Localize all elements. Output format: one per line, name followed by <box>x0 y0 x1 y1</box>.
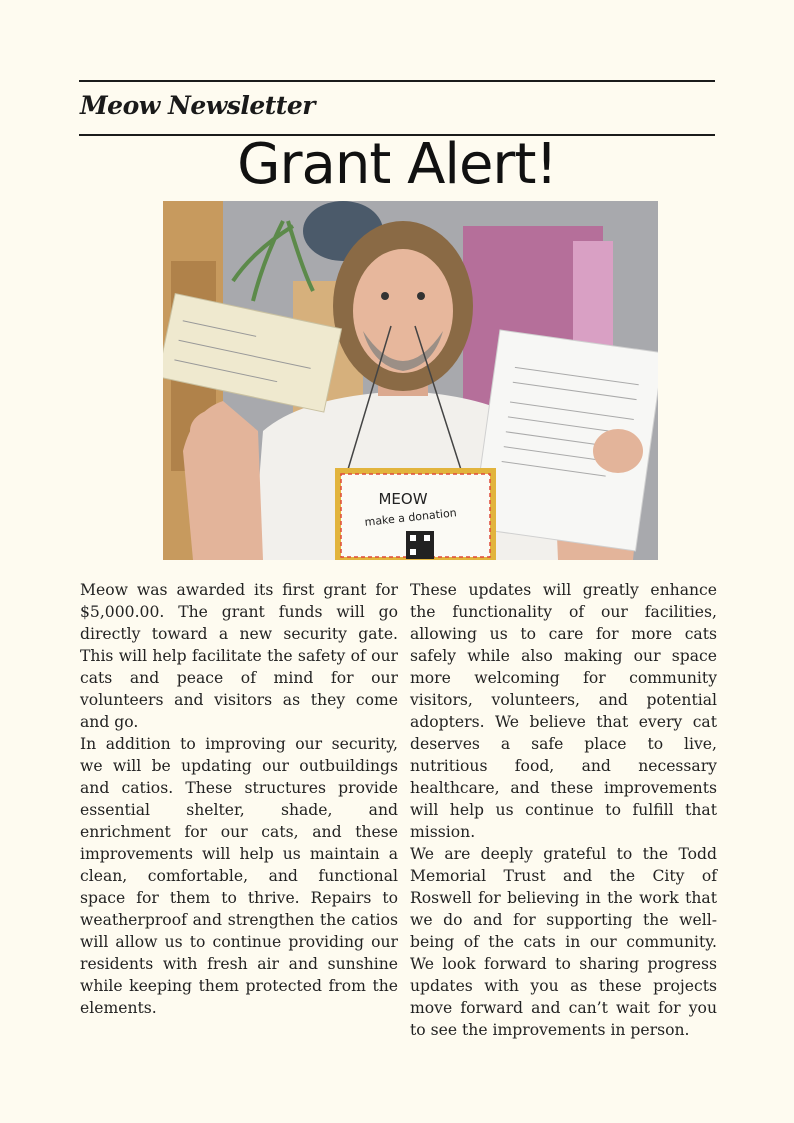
left-paragraph-2: In addition to improving our security, we will be updating our outbuildings and catios. These structures provide essential shelter, shade, and enrichment for our cats, and these improvements will help us maintain a clean, comfortable, and functional space for them to thrive. Repairs to weatherproof and strengthen the catios will allow us to continue providing our residents with fresh air and sunshine while keeping them protected from the elements. <box>80 735 398 1017</box>
right-paragraph-2: We are deeply grateful to the Todd Memorial Trust and the City of Roswell for believing in the work that we do and for supporting the well-being of the cats in our community. We look forward to sharing progress updates with you as these projects move forward and can’t wait for you to see the improvements in person. <box>410 845 717 1039</box>
sign-text-donation: make a donation <box>363 506 458 529</box>
headline: Grant Alert! <box>237 132 557 197</box>
article-left-column <box>80 579 398 1019</box>
hero-photo <box>163 201 658 560</box>
photo-illustration <box>163 201 658 560</box>
sign-text-meow: MEOW <box>378 490 428 508</box>
right-paragraph-1: These updates will greatly enhance the functionality of our facilities, allowing us to care for more cats safely while also making our space more welcoming for community visitors, volunteers, and potential adopters. We believe that every cat deserves a safe place to live, nutritious food, and necessary healthcare, and these improvements will help us continue to fulfill that mission. <box>410 581 717 841</box>
masthead-title: Meow Newsletter <box>80 91 315 120</box>
article-right-column <box>410 579 717 1041</box>
top-rule <box>79 80 715 82</box>
left-paragraph-1: Meow was awarded its first grant for $5,000.00. The grant funds will go directly toward a new security gate. This will help facilitate the safety of our cats and peace of mind for our volunteers and visitors as they come and go. <box>80 581 398 731</box>
face <box>353 249 453 373</box>
